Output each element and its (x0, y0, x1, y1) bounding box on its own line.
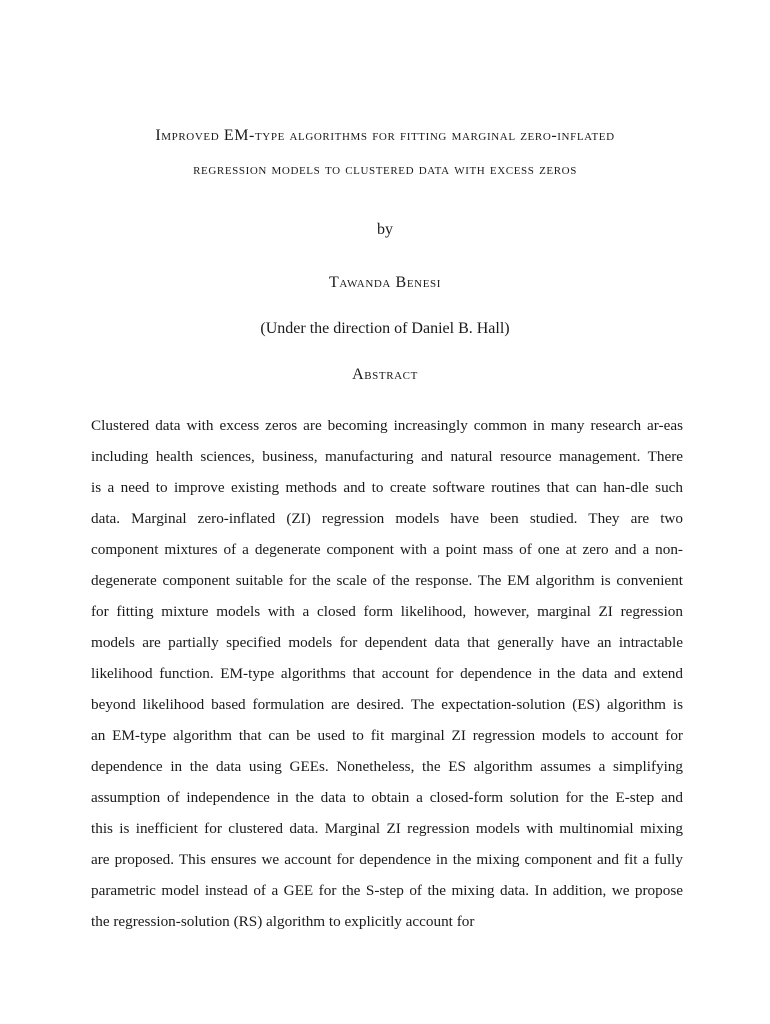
title-line-1: Improved EM-type algorithms for fitting marginal zero-inflated (155, 127, 615, 144)
abstract-line: models are partially specified models for dependent data that generally have an intractable (91, 634, 683, 651)
abstract-line: Clustered data with excess zeros are becoming increasingly common in many research ar-eas (91, 417, 683, 434)
abstract-line: dependence in the data using GEEs. Nonetheless, the ES algorithm assumes a simplifying (91, 758, 683, 775)
abstract-line: assumption of independence in the data to obtain a closed-form solution for the E-step and (91, 789, 683, 806)
abstract-line: are proposed. This ensures we account for dependence in the mixing component and fit a fully (91, 851, 683, 868)
abstract-line: is a need to improve existing methods and to create software routines that can han-dle such (91, 479, 683, 496)
abstract-line: for fitting mixture models with a closed form likelihood, however, marginal ZI regression (91, 603, 683, 620)
abstract-line: including health sciences, business, manufacturing and natural resource management. There (91, 448, 683, 465)
author-name: Tawanda Benesi (328, 274, 441, 291)
direction-line: (Under the direction of Daniel B. Hall) (260, 320, 510, 337)
title-line-2: regression models to clustered data with excess zeros (193, 161, 577, 178)
abstract-line: an EM-type algorithm that can be used to fit marginal ZI regression models to account for (91, 727, 683, 744)
abstract-line: data. Marginal zero-inflated (ZI) regression models have been studied. They are two (91, 510, 683, 527)
abstract-line: parametric model instead of a GEE for the S-step of the mixing data. In addition, we propose (91, 882, 683, 899)
abstract-line: likelihood function. EM-type algorithms that account for dependence in the data and extend (91, 665, 683, 682)
abstract-heading: Abstract (352, 366, 418, 383)
abstract-line: component mixtures of a degenerate component with a point mass of one at zero and a non- (91, 541, 683, 558)
by-line: by (377, 221, 393, 238)
abstract-line: degenerate component suitable for the scale of the response. The EM algorithm is convenient (91, 572, 683, 589)
abstract-line: this is inefficient for clustered data. Marginal ZI regression models with multinomial mixing (91, 820, 683, 837)
abstract-line: the regression-solution (RS) algorithm to explicitly account for (91, 913, 475, 930)
abstract-body (91, 410, 683, 937)
abstract-line: beyond likelihood based formulation are desired. The expectation-solution (ES) algorithm is (91, 696, 683, 713)
